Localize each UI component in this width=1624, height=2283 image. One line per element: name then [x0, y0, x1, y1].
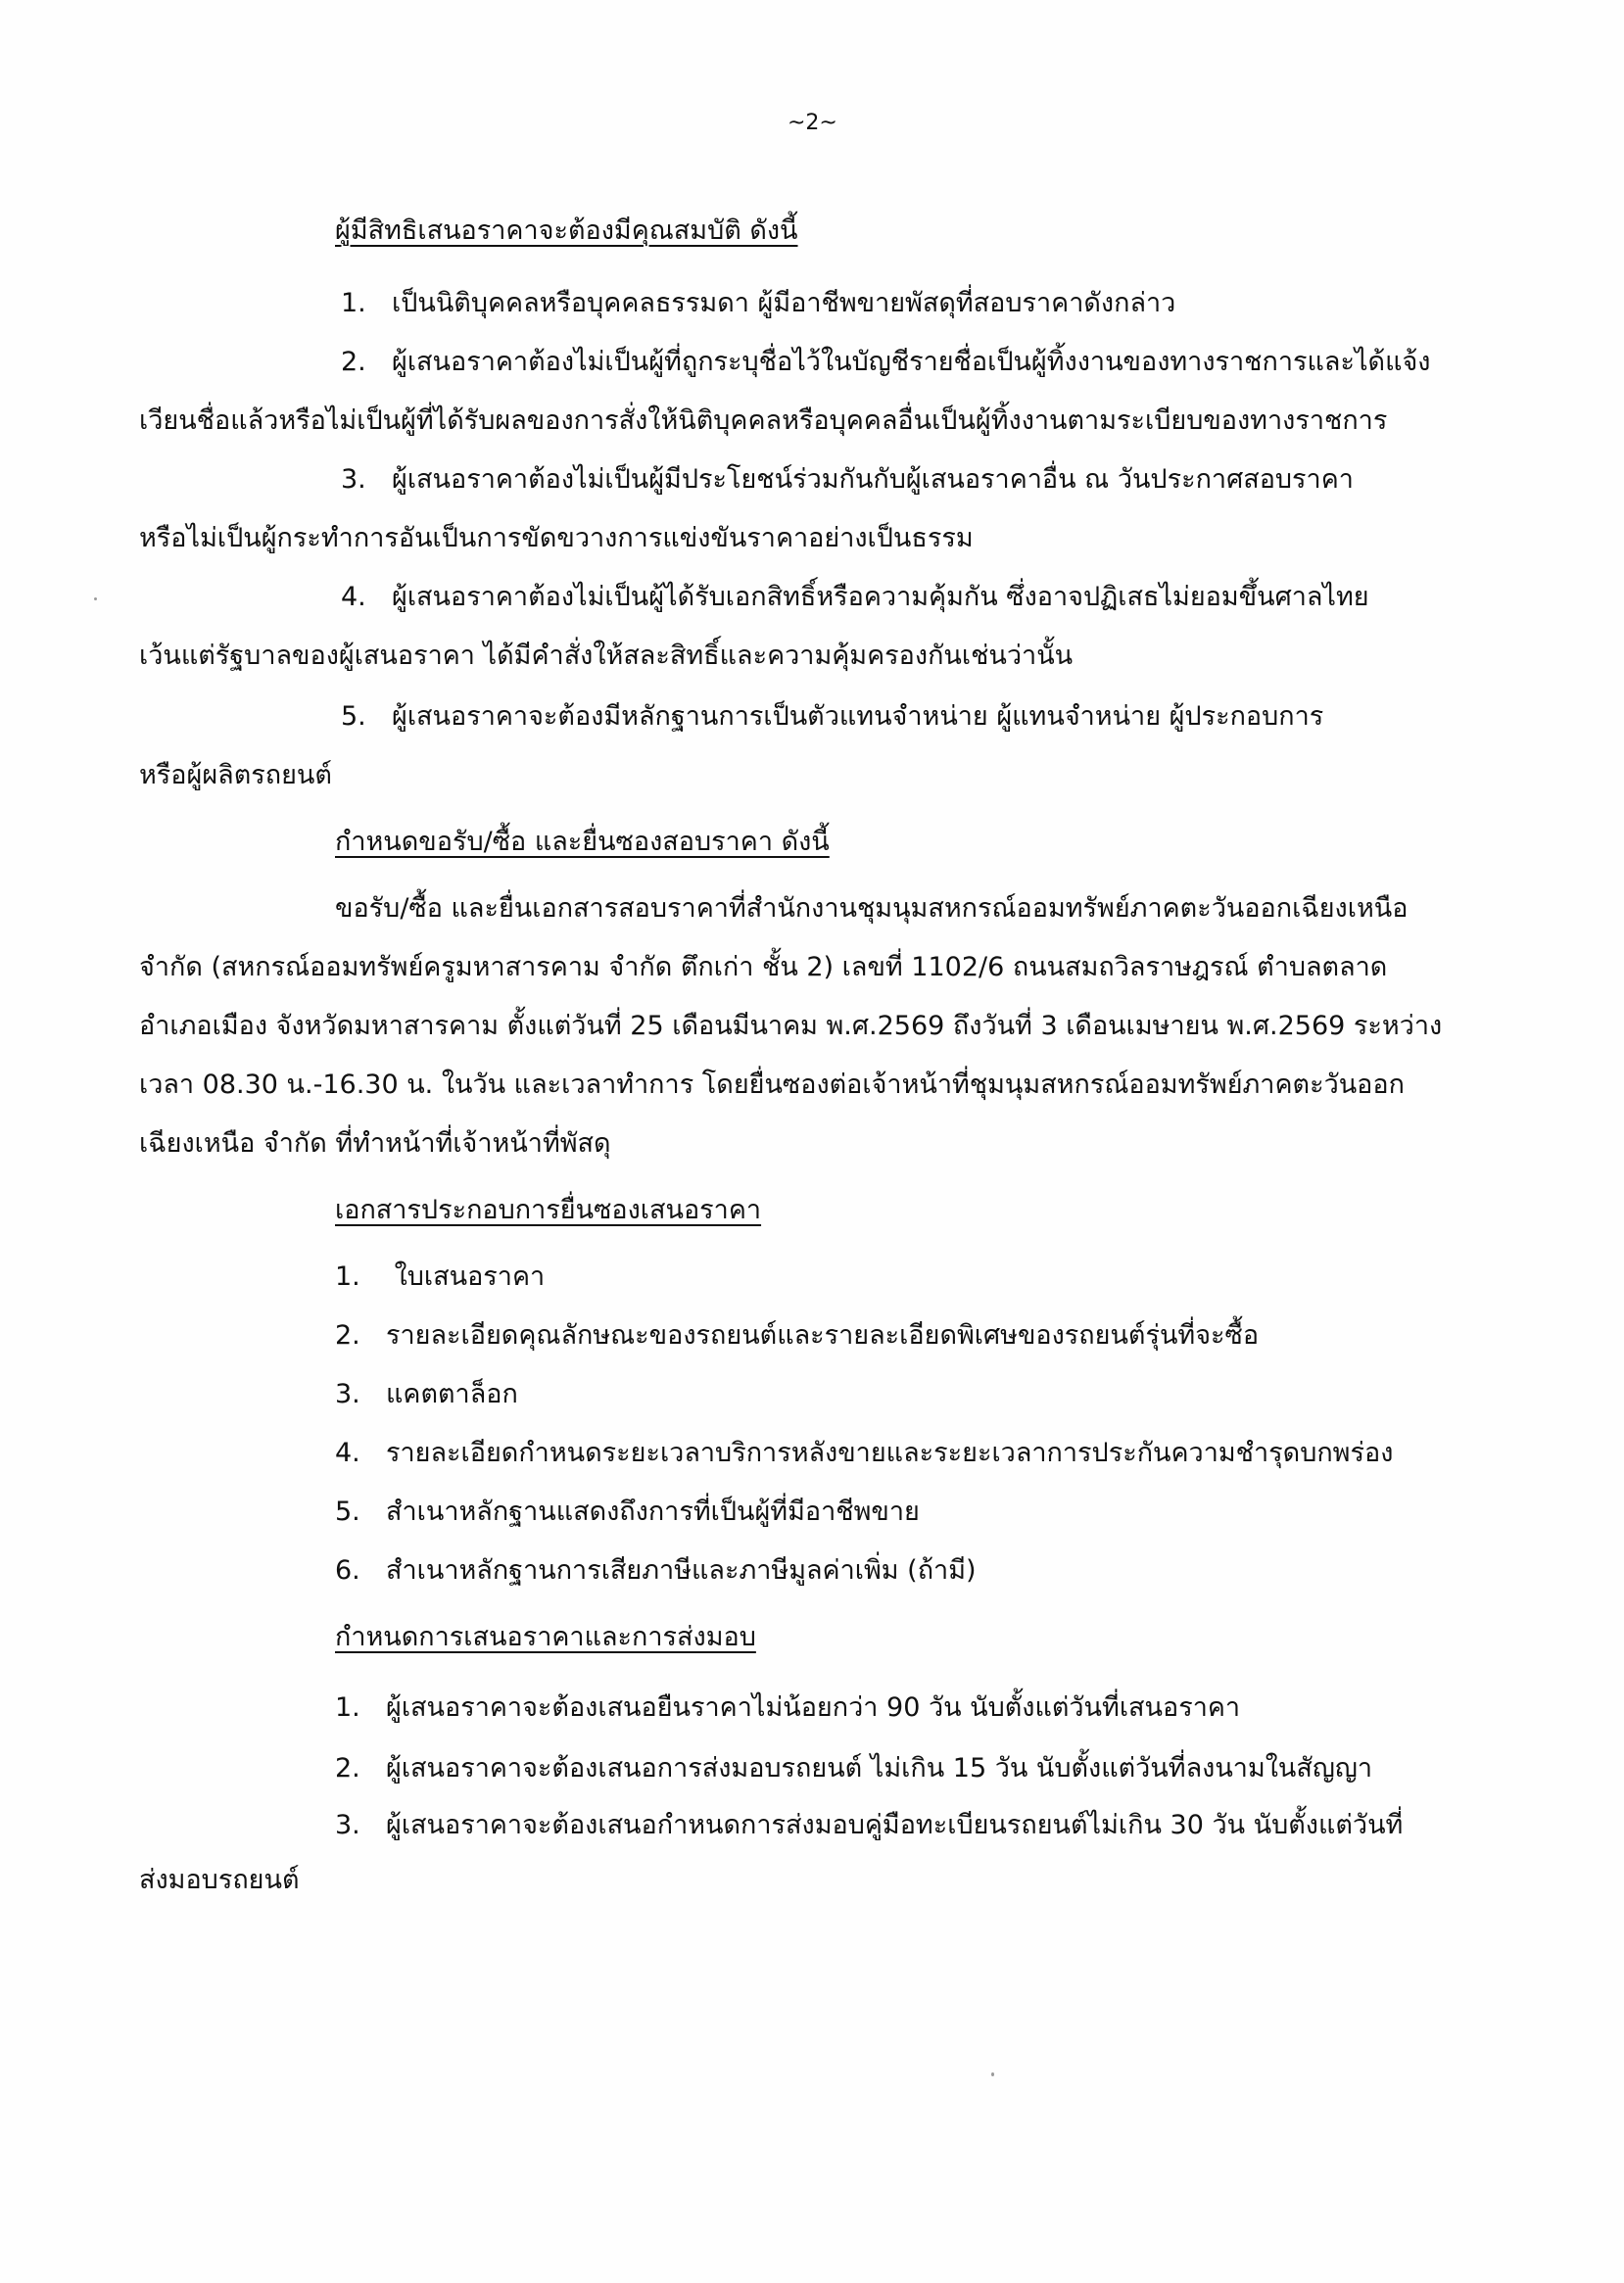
item-text: ผู้เสนอราคาต้องไม่เป็นผู้มีประโยชน์ร่วมกันกับผู้เสนอราคาอื่น ณ วันประกาศสอบราคา — [392, 464, 1354, 495]
document-item — [335, 1495, 920, 1530]
schedule-line: จำกัด (สหกรณ์ออมทรัพย์ครูมหาสารคาม จำกัด ตึกเก่า ชั้น 2) เลขที่ 1102/6 ถนนสมถวิลราษฎรณ์ ตำบลตลาด — [139, 952, 1388, 982]
item-text: สำเนาหลักฐานแสดงถึงการที่เป็นผู้ที่มีอาชีพขาย — [386, 1497, 920, 1527]
delivery-item — [335, 1690, 1240, 1726]
qualification-item — [341, 286, 1175, 321]
document-item — [335, 1260, 545, 1295]
item-continuation: ส่งมอบรถยนต์ — [139, 1865, 300, 1895]
item-text: รายละเอียดคุณลักษณะของรถยนต์และรายละเอียดพิเศษของรถยนต์รุ่นที่จะซื้อ — [386, 1320, 1260, 1351]
qualification-item — [341, 580, 1369, 615]
schedule-line: เวลา 08.30 น.-16.30 น. ในวัน และเวลาทำการ โดยยื่นซองต่อเจ้าหน้าที่ชุมนุมสหกรณ์ออมทรัพย์ภาคตะวันออก — [139, 1070, 1405, 1100]
item-number: 2. — [335, 1753, 360, 1784]
document-item — [335, 1377, 518, 1412]
item-number: 2. — [341, 347, 366, 377]
item-number: 5. — [341, 701, 366, 732]
item-number: 3. — [341, 464, 366, 495]
item-text: ผู้เสนอราคาต้องไม่เป็นผู้ได้รับเอกสิทธิ์หรือความคุ้มกัน ซึ่งอาจปฏิเสธไม่ยอมขึ้นศาลไทย — [392, 582, 1369, 612]
document-item — [335, 1318, 1259, 1354]
item-number: 3. — [335, 1379, 360, 1409]
delivery-heading: กำหนดการเสนอราคาและการส่งมอบ — [335, 1622, 756, 1652]
item-continuation: เว้นแต่รัฐบาลของผู้เสนอราคา ได้มีคำสั่งให้สละสิทธิ์และความคุ้มครองกันเช่นว่านั้น — [139, 641, 1074, 671]
item-text: ผู้เสนอราคาจะต้องเสนอการส่งมอบรถยนต์ ไม่เกิน 15 วัน นับตั้งแต่วันที่ลงนามในสัญญา — [386, 1753, 1373, 1784]
documents-heading: เอกสารประกอบการยื่นซองเสนอราคา — [335, 1195, 762, 1225]
qualifications-heading: ผู้มีสิทธิเสนอราคาจะต้องมีคุณสมบัติ ดังนี้ — [335, 215, 798, 246]
item-text: ใบเสนอราคา — [386, 1261, 546, 1292]
delivery-item — [335, 1808, 1403, 1843]
item-number: 4. — [341, 582, 366, 612]
item-continuation: หรือผู้ผลิตรถยนต์ — [139, 760, 332, 790]
item-number: 1. — [341, 288, 366, 318]
qualification-item — [341, 699, 1323, 735]
item-text: ผู้เสนอราคาจะต้องเสนอกำหนดการส่งมอบคู่มือทะเบียนรถยนต์ไม่เกิน 30 วัน นับตั้งแต่วันที่ — [386, 1810, 1404, 1840]
item-text: รายละเอียดกำหนดระยะเวลาบริการหลังขายและระยะเวลาการประกันความชำรุดบกพร่อง — [386, 1438, 1394, 1468]
item-number: 5. — [335, 1497, 360, 1527]
item-text: ผู้เสนอราคาจะต้องเสนอยืนราคาไม่น้อยกว่า 90 วัน นับตั้งแต่วันที่เสนอราคา — [386, 1692, 1241, 1723]
item-continuation: เวียนชื่อแล้วหรือไม่เป็นผู้ที่ได้รับผลของการสั่งให้นิติบุคคลหรือบุคคลอื่นเป็นผู้ทิ้งงานตามระเบียบของทางราชการ — [139, 405, 1388, 436]
item-text: แคตตาล็อก — [386, 1379, 518, 1409]
schedule-line: เฉียงเหนือ จำกัด ที่ทำหน้าที่เจ้าหน้าที่พัสดุ — [139, 1128, 611, 1159]
page-number: ~2~ — [788, 111, 837, 135]
item-text: สำเนาหลักฐานการเสียภาษีและภาษีมูลค่าเพิ่ม (ถ้ามี) — [386, 1555, 977, 1586]
item-number: 2. — [335, 1320, 360, 1351]
item-text: ผู้เสนอราคาต้องไม่เป็นผู้ที่ถูกระบุชื่อไว้ในบัญชีรายชื่อเป็นผู้ทิ้งงานของทางราชการและได้แจ้ง — [392, 347, 1431, 377]
item-number: 1. — [335, 1261, 360, 1292]
document-item — [335, 1436, 1393, 1471]
item-number: 3. — [335, 1810, 360, 1840]
item-number: 1. — [335, 1692, 360, 1723]
scan-speck — [991, 2072, 994, 2076]
item-number: 4. — [335, 1438, 360, 1468]
schedule-heading: กำหนดขอรับ/ซื้อ และยื่นซองสอบราคา ดังนี้ — [335, 827, 830, 857]
item-text: ผู้เสนอราคาจะต้องมีหลักฐานการเป็นตัวแทนจำหน่าย ผู้แทนจำหน่าย ผู้ประกอบการ — [392, 701, 1324, 732]
document-item — [335, 1553, 977, 1589]
delivery-item — [335, 1751, 1372, 1786]
item-text: เป็นนิติบุคคลหรือบุคคลธรรมดา ผู้มีอาชีพขายพัสดุที่สอบราคาดังกล่าว — [392, 288, 1176, 318]
qualification-item — [341, 462, 1354, 498]
schedule-line: ขอรับ/ซื้อ และยื่นเอกสารสอบราคาที่สำนักงานชุมนุมสหกรณ์ออมทรัพย์ภาคตะวันออกเฉียงเหนือ — [335, 893, 1409, 924]
qualification-item — [341, 345, 1431, 380]
schedule-line: อำเภอเมือง จังหวัดมหาสารคาม ตั้งแต่วันที่ 25 เดือนมีนาคม พ.ศ.2569 ถึงวันที่ 3 เดือนเมษายน พ.ศ.2569 ระหว่าง — [139, 1011, 1443, 1041]
scan-speck — [94, 597, 97, 600]
item-continuation: หรือไม่เป็นผู้กระทำการอันเป็นการขัดขวางการแข่งขันราคาอย่างเป็นธรรม — [139, 523, 974, 553]
item-number: 6. — [335, 1555, 360, 1586]
